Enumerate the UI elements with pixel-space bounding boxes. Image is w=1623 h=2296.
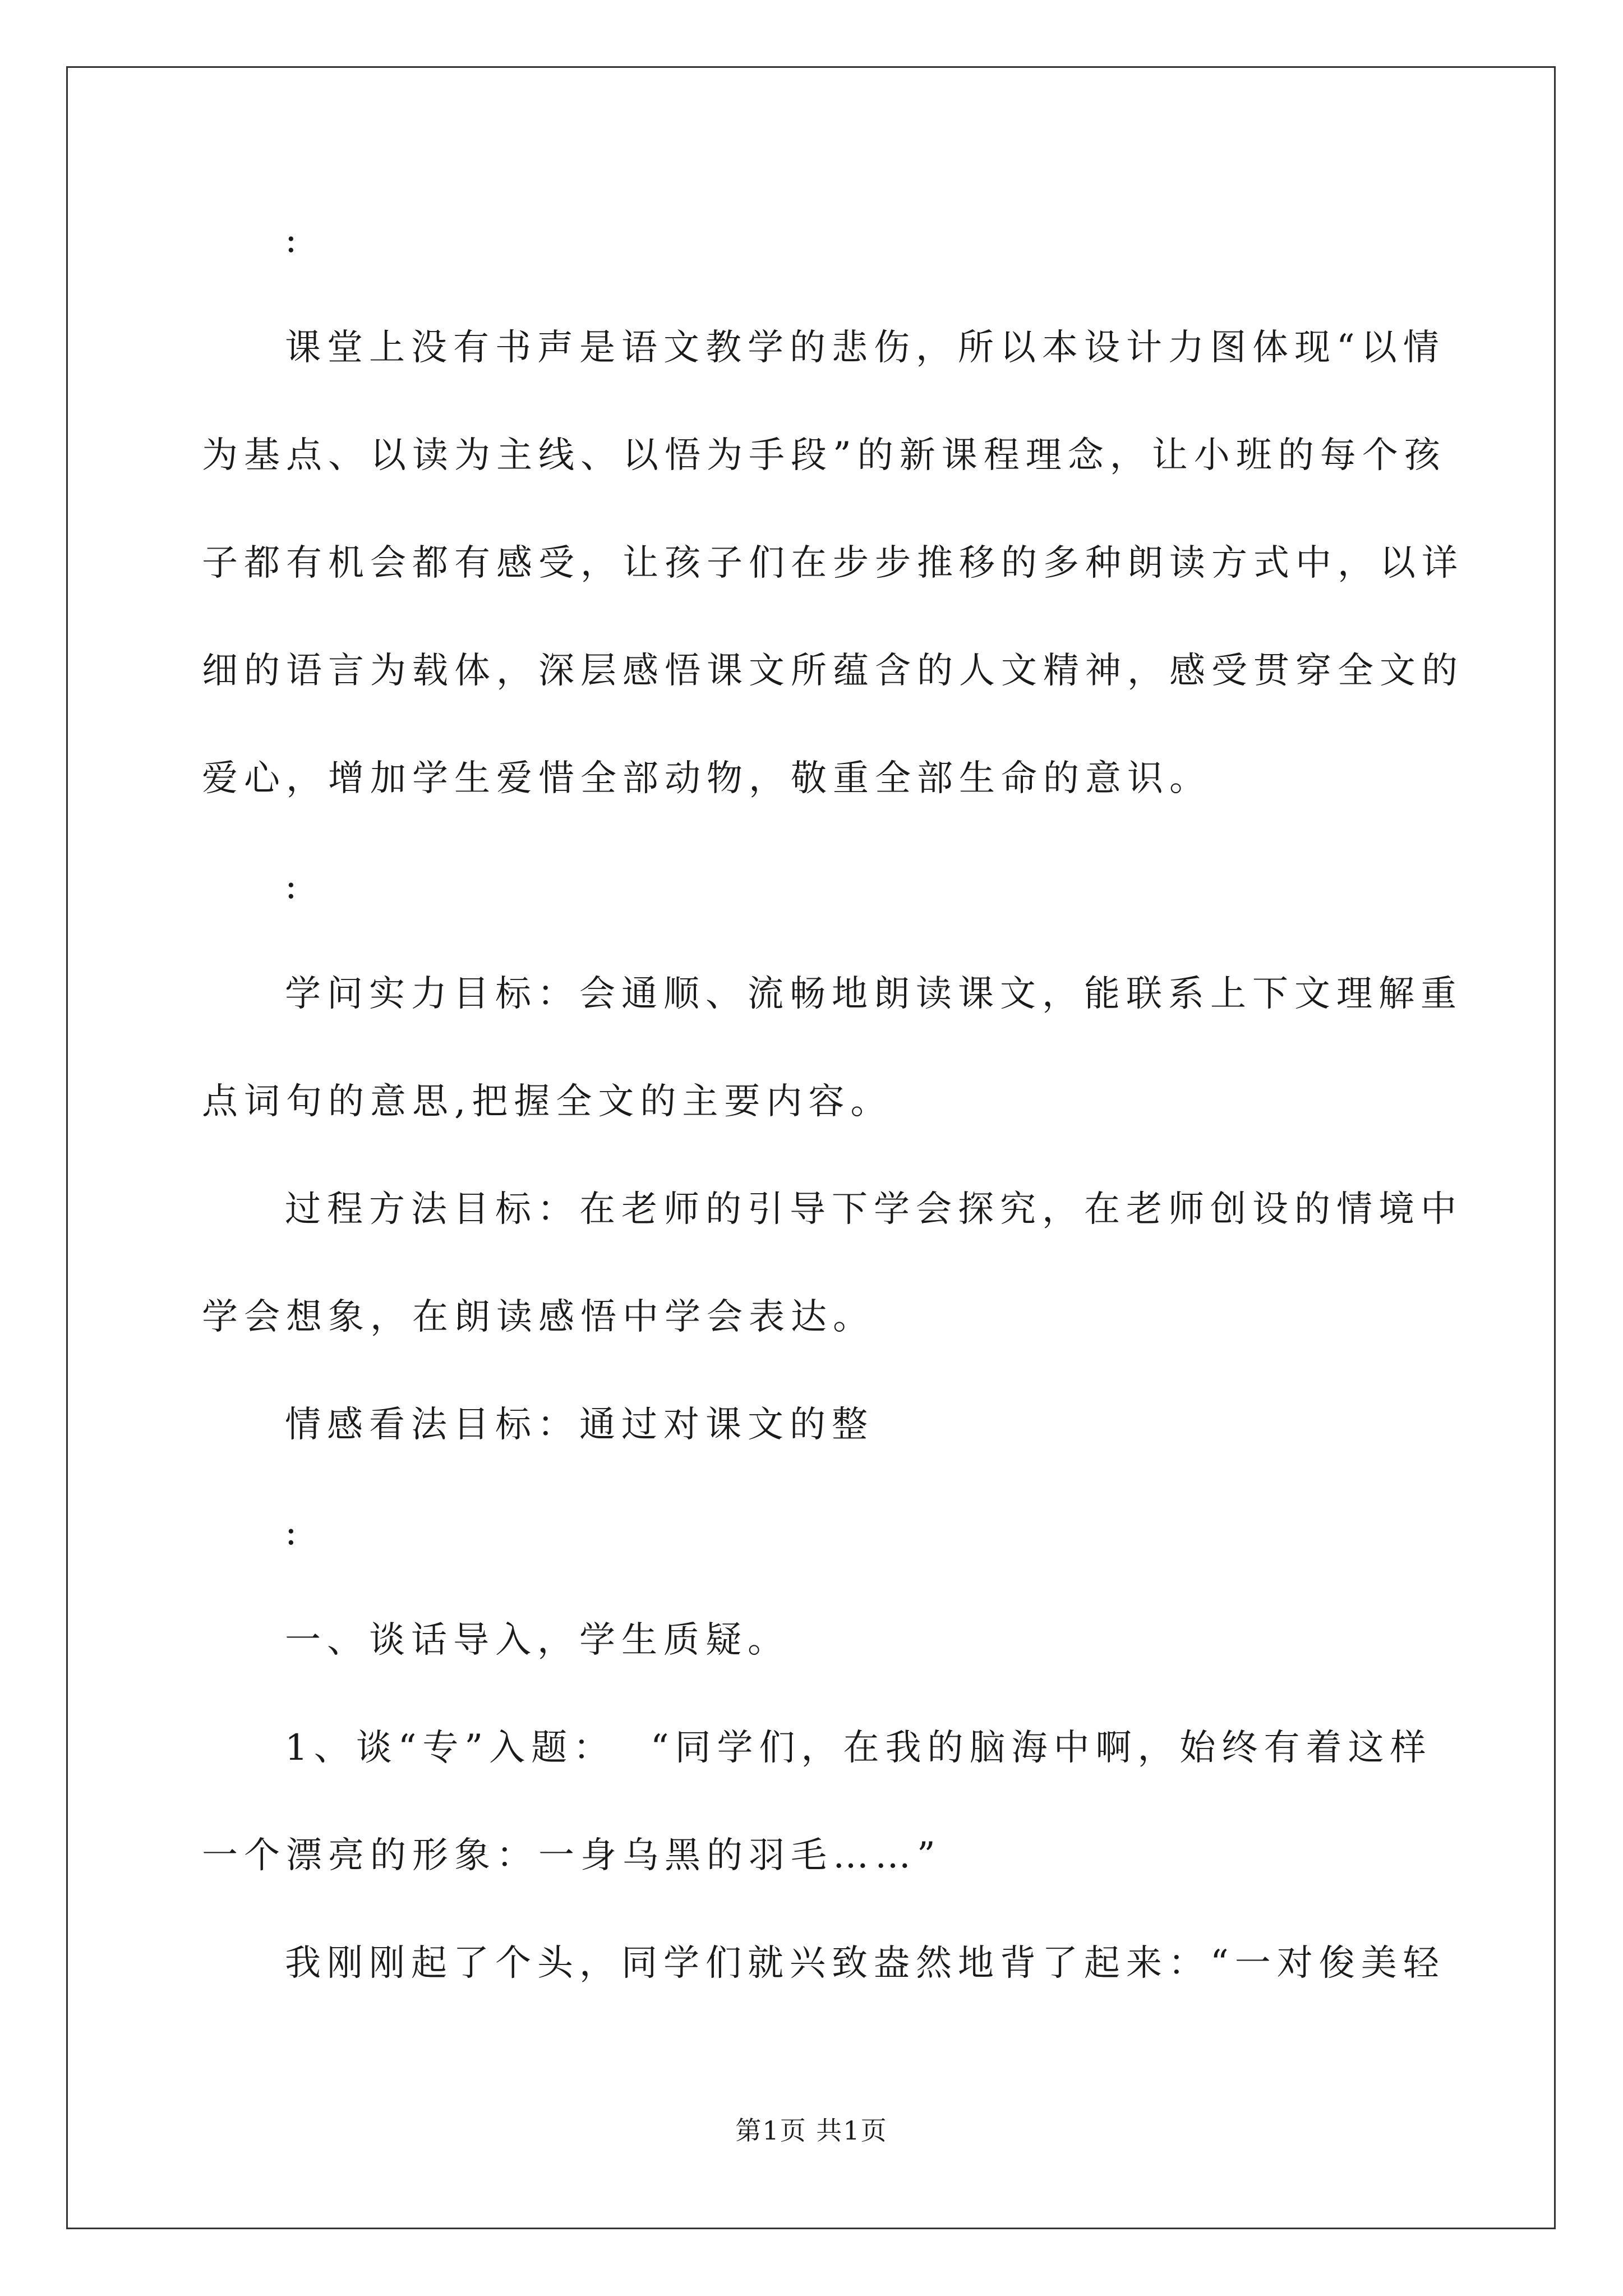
goal-emotion-line: 情感看法目标：通过对课文的整	[285, 1404, 874, 1446]
page-number-footer: 第1页 共1页	[735, 2115, 888, 2146]
goal-process-line-1: 过程方法目标：在老师的引导下学会探究，在老师创设的情境中	[285, 1189, 1463, 1230]
step-one-narrative-line: 我刚刚起了个头，同学们就兴致盎然地背了起来：“一对俊美轻	[285, 1943, 1445, 1984]
paragraph-intro-line-5: 爱心，增加学生爱惜全部动物，敬重全部生命的意识。	[202, 758, 1211, 799]
step-one-item-line-2: 一个漂亮的形象：一身乌黑的羽毛……”	[202, 1835, 942, 1876]
paragraph-intro-line-3: 子都有机会都有感受，让孩子们在步步推移的多种朗读方式中，以详	[202, 542, 1464, 584]
goal-process-line-2: 学会想象，在朗读感悟中学会表达。	[202, 1296, 875, 1338]
paragraph-intro-line-4: 细的语言为载体，深层感悟课文所蕴含的人文精神，感受贯穿全文的	[202, 650, 1464, 692]
document-body	[202, 213, 1464, 1990]
step-one-heading: 一、谈话导入，学生质疑。	[285, 1619, 790, 1661]
section-colon-2: :	[285, 866, 303, 907]
goal-knowledge-line-1: 学问实力目标：会通顺、流畅地朗读课文，能联系上下文理解重	[285, 973, 1463, 1015]
goal-knowledge-line-2: 点词句的意思,把握全文的主要内容。	[202, 1081, 893, 1122]
paragraph-intro-line-2: 为基点、以读为主线、以悟为手段”的新课程理念，让小班的每个孩	[202, 435, 1446, 476]
section-colon-1: :	[285, 219, 303, 261]
paragraph-intro-line-1: 课堂上没有书声是语文教学的悲伤，所以本设计力图体现“以情	[285, 327, 1445, 369]
step-one-item-line-1: 1、谈“专”入题： “同学们，在我的脑海中啊，始终有着这样	[285, 1727, 1432, 1769]
section-colon-3: :	[285, 1512, 303, 1553]
